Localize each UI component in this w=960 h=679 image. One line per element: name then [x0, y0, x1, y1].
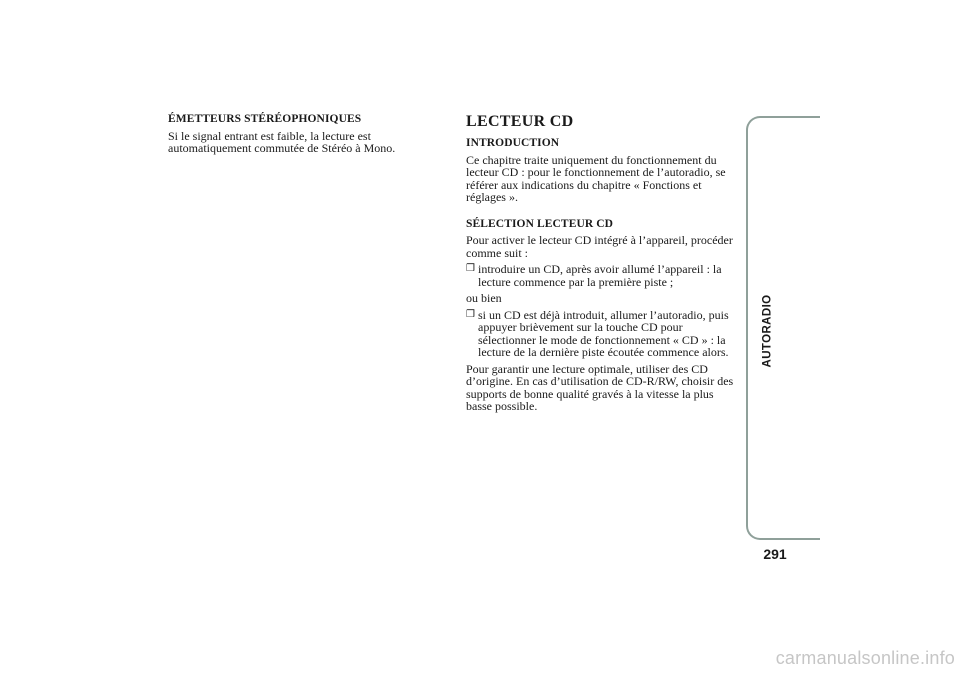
list-item — [466, 263, 741, 288]
stereo-transmitters-text: Si le signal entrant est faible, la lecture est automatiquement commutée de Stéréo à Mono. — [168, 128, 396, 155]
bullet-text-insert-cd: introduire un CD, après avoir allumé l’appareil : la lecture commence par la première piste ; — [478, 262, 722, 289]
cd-player-title: LECTEUR CD — [466, 113, 574, 130]
cd-selection-text: Pour activer le lecteur CD intégré à l’appareil, procéder comme suit : — [466, 233, 733, 260]
introduction-text: Ce chapitre traite uniquement du fonctionnement du lecteur CD : pour le fonctionnement de l’autoradio, se référer aux indications du chapitre « Fonctions et réglages ». — [466, 152, 726, 204]
optimal-playback-text: Pour garantir une lecture optimale, utiliser des CD d’origine. En cas d’utilisation de CD-R/RW, choisir des supports de bonne qualité gravés à la vitesse la plus basse possible. — [466, 361, 734, 413]
introduction-heading: INTRODUCTION — [466, 137, 560, 149]
or-text: ou bien — [466, 291, 502, 305]
watermark: carmanualsonline.info — [775, 648, 955, 668]
right-column — [466, 113, 741, 417]
list-item — [466, 309, 741, 359]
stereo-transmitters-heading: ÉMETTEURS STÉRÉOPHONIQUES — [168, 113, 362, 125]
page-number: 291 — [763, 546, 787, 562]
checkbox-bullet-icon: ❒ — [466, 308, 475, 320]
spacer — [466, 208, 741, 218]
checkbox-bullet-icon: ❒ — [466, 263, 475, 274]
cd-selection-heading: SÉLECTION LECTEUR CD — [466, 217, 614, 230]
chapter-tab-label: AUTORADIO — [762, 294, 774, 368]
left-column — [168, 113, 440, 159]
bullet-text-cd-inserted: si un CD est déjà introduit, allumer l’autoradio, puis appuyer brièvement sur la touche CD pour sélectionner le mode de fonctionnement « CD » : la lecture de la dernière piste écoutée commence alors. — [478, 307, 729, 359]
